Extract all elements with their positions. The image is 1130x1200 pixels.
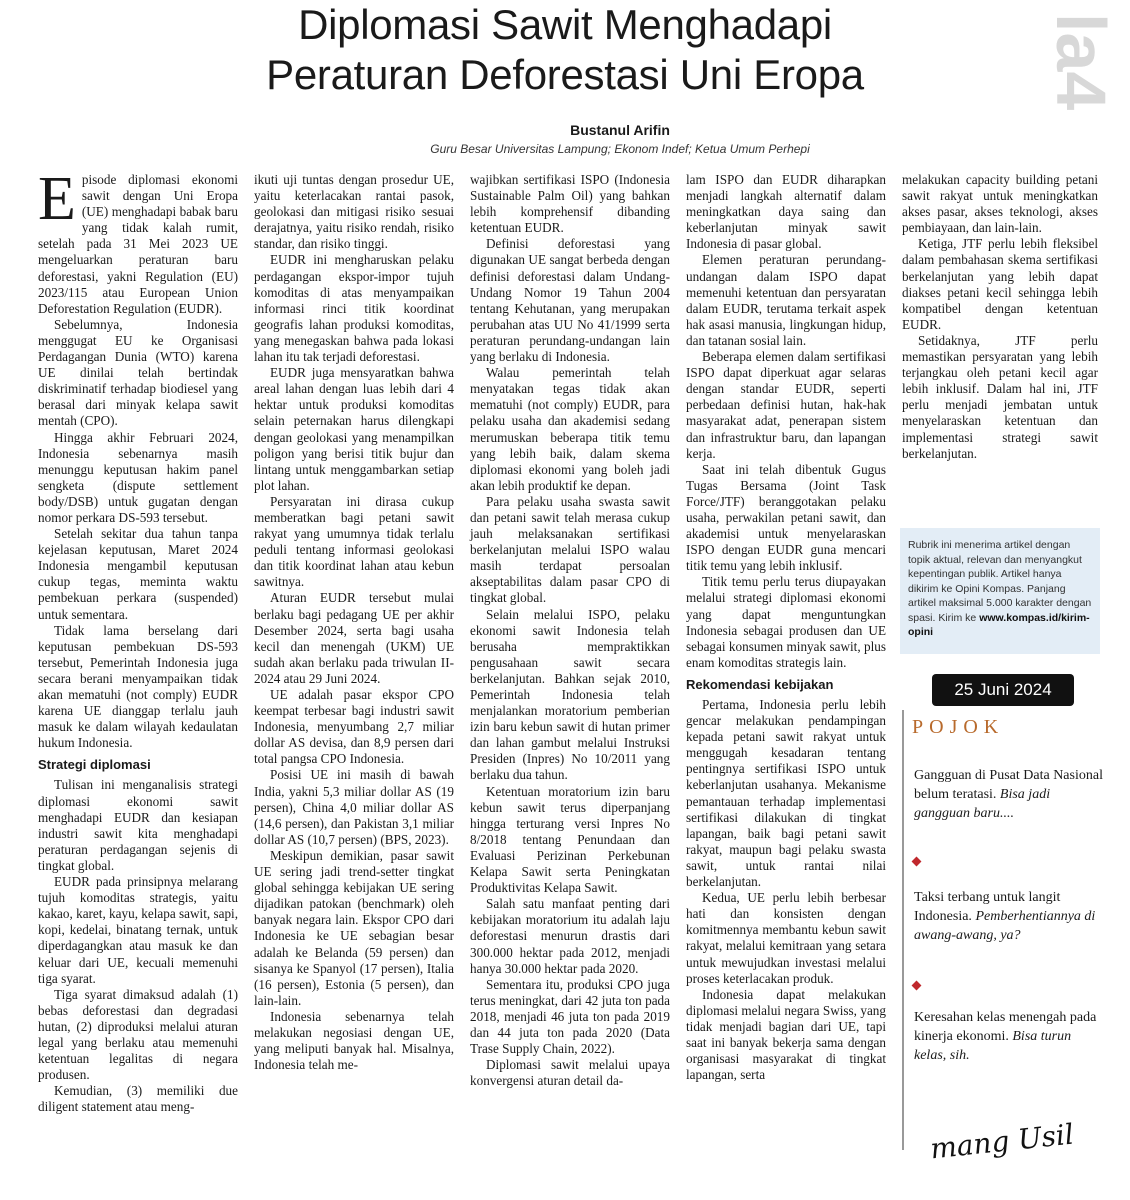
publication-date-badge: 25 Juni 2024 [932,674,1074,706]
paragraph: wajibkan sertifikasi ISPO (Indonesia Sustainable Palm Oil) yang bahkan lebih komprehensif dibanding ketentuan EUDR. [470,172,670,236]
pojok-item [914,1008,1104,1065]
headline-line-1: Diplomasi Sawit Menghadapi [298,1,832,48]
paragraph: Setelah sekitar dua tahun tanpa kejelasan keputusan, Maret 2024 Indonesia mengambil keputusan cukup tegas, meminta waktu pembekuan perkara (suspended) untuk sementara. [38,526,238,622]
paragraph: Salah satu manfaat penting dari kebijakan moratorium itu adalah laju deforestasi menurun drastis dari 300.000 hektar pada 2012, menjadi hanya 30.000 hektar pada 2020. [470,896,670,976]
article-column-2 [254,172,454,1073]
pojok-item-quip: Pemberhentiannya di awang-awang, ya? [914,909,1096,943]
paragraph: Saat ini telah dibentuk Gugus Tugas Bersama (Joint Task Force/JTF) beranggotakan pelaku usaha, perwakilan petani sawit, dan akademisi untuk menyelaraskan ISPO dengan EUDR guna mencari titik temu yang lebih inklusif. [686,461,886,574]
paragraph: Titik temu perlu terus diupayakan melalui strategi diplomasi ekonomi yang dapat menguntungkan Indonesia sebagai produsen dan UE sebagai konsumen minyak sawit, plus enam komoditas strategis lain. [686,574,886,670]
pojok-item [914,888,1104,945]
paragraph: Selain melalui ISPO, pelaku ekonomi sawit Indonesia telah berusaha mempraktikkan pengusahaan sawit secara berkelanjutan. Bahkan sejak 2010, Pemerintah Indonesia telah menjalankan moratorium pemberian izin baru kebun sawit di hutan primer dan lahan gambut melalui Instruksi Presiden (Inpres) No 10/2011 yang berlaku dua tahun. [470,606,670,783]
paragraph: Sementara itu, produksi CPO juga terus meningkat, dari 42 juta ton pada 2018, menjadi 46 juta ton pada 2019 dan 44 juta ton pada 2020 (Data Trase Supply Chain, 2022). [470,976,670,1057]
paragraph: Diplomasi sawit melalui upaya konvergensi aturan detail da- [470,1057,670,1089]
submission-info-box [900,528,1100,654]
section-heading: Strategi diplomasi [38,757,151,773]
paragraph: Indonesia sebenarnya telah melakukan negosiasi dengan UE, yang meliputi banyak hal. Misalnya, Indonesia telah me- [254,1008,454,1073]
pojok-item [914,766,1104,823]
paragraph: lam ISPO dan EUDR diharapkan menjadi langkah alternatif dalam meningkatkan daya saing dan keberlanjutan minyak sawit Indonesia di pasar global. [686,172,886,252]
paragraph: EUDR juga mensyaratkan bahwa areal lahan dengan luas lebih dari 4 hektar untuk produksi komoditas selain peternakan harus dilengkapi dengan geolokasi yang menampilkan poligon yang berisi titik bujur dan lintang untuk menggambarkan setiap plot lahan. [254,365,454,493]
pojok-title: POJOK [912,716,1005,738]
article-column-4 [686,172,886,1083]
pojok-item-text: Gangguan di Pusat Data Nasional belum teratasi. [914,768,1103,802]
paragraph: Tiga syarat dimaksud adalah (1) bebas deforestasi dan degradasi hutan, (2) diproduksi melalui aturan legal yang berlaku atau memenuhi ketentuan legalitas di negara produsen. [38,986,238,1083]
paragraph: Hingga akhir Februari 2024, Indonesia sebenarnya masih menunggu keputusan hakim panel sengketa (dispute settlement body/DSB) untuk gugatan dengan nomor perkara DS-593 tersebut. [38,429,238,525]
paragraph: Sebelumnya, Indonesia menggugat EU ke Organisasi Perdagangan Dunia (WTO) karena UE dinilai telah bertindak diskriminatif terhadap biodiesel yang berasal dari minyak kelapa sawit mentah (CPO). [38,316,238,429]
paragraph: Ketentuan moratorium izin baru kebun sawit terus diperpanjang hingga terturang versi Inpres No 8/2018 tentang Penundaan dan Evaluasi Perizinan Perkebunan Kelapa Sawit serta Peningkatan Produktivitas Kelapa Sawit. [470,783,670,896]
paragraph: Kedua, UE perlu lebih berbesar hati dan konsisten dengan komitmennya membantu kebun sawit rakyat, melalui kemitraan yang setara untuk mewujudkan investasi melalui proses keterlacakan produk. [686,890,886,986]
pojok-signature: mang Usil [928,1117,1076,1166]
paragraph: Ketiga, JTF perlu lebih fleksibel dalam pembahasan skema sertifikasi berkelanjutan yang lebih dapat diakses petani kecil sehingga lebih kompatibel dengan ketentuan EUDR. [902,236,1098,332]
pojok-item-quip: Bisa turun kelas, sih. [914,1029,1072,1063]
paragraph: Persyaratan ini dirasa cukup memberatkan bagi petani sawit rakyat yang umumnya tidak terlalu peduli tentang informasi geolokasi dan titik koordinat lahan atau kebun sawitnya. [254,493,454,590]
drop-cap: E [38,165,76,233]
headline-line-2: Peraturan Deforestasi Uni Eropa [266,51,864,98]
paragraph [38,165,238,317]
paragraph: Kemudian, (3) memiliki due diligent statement atau meng- [38,1083,238,1115]
paragraph: Posisi UE ini masih di bawah India, yakni 5,3 miliar dollar AS (19 persen), China 4,0 miliar dollar AS (14,6 persen), dan Pakistan 3,1 miliar dollar AS (10,7 persen) (BPS, 2023). [254,767,454,847]
article-column-1 [38,165,238,1115]
pojok-item-quip: Bisa jadi gangguan baru.... [914,787,1051,821]
article-column-5 [902,172,1098,462]
paragraph: Beberapa elemen dalam sertifikasi ISPO dapat diperkuat agar selaras dengan standar EUDR, seperti perbedaan definisi hutan, hak-hak masyarakat adat, penerapan sistem dan infrastruktur baru, dan lapangan kerja. [686,349,886,461]
submission-info-text: Rubrik ini menerima artikel dengan topik aktual, relevan dan menyangkut kepentingan publik. Artikel hanya dikirim ke Opini Kompas. Panjang artikel maksimal 5.000 karakter dengan spasi. Kirim ke [908,539,1092,624]
diamond-icon [912,981,922,991]
paragraph: Aturan EUDR tersebut mulai berlaku bagi pedagang UE per akhir Desember 2024, serta bagi usaha kecil dan menengah (UKM) UE sudah akan berlaku pada triwulan II-2024 atau 29 Juni 2024. [254,590,454,686]
paragraph: UE adalah pasar ekspor CPO keempat terbesar bagi industri sawit Indonesia, menyumbang 2,7 miliar dollar AS devisa, dan 8,9 persen dari total pangsa CPO Indonesia. [254,687,454,767]
pojok-divider [902,710,904,1150]
author-affiliation: Guru Besar Universitas Lampung; Ekonom Indef; Ketua Umum Perhepi [430,142,810,156]
paragraph: Para pelaku usaha swasta sawit dan petani sawit telah merasa cukup jauh melaksanakan sertifikasi berkelanjutan melalui ISPO walau masih terdapat persoalan akseptabilitas dalam pasar CPO di tingkat global. [470,493,670,606]
author-name: Bustanul Arifin [570,122,670,138]
paragraph: Indonesia dapat melakukan diplomasi melalui negara Swiss, yang tidak menjadi bagian dari UE, tapi saat ini banyak bekerja sama dengan organisasi masyarakat di tingkat lapangan, serta [686,986,886,1083]
paragraph: Elemen peraturan perundang-undangan dalam ISPO dapat memenuhi ketentuan dan persyaratan dalam EUDR, terutama terkait aspek hak asasi manusia, lingkungan hidup, dan tatanan sosial lain. [686,252,886,348]
paragraph: Meskipun demikian, pasar sawit UE sering jadi trend-setter tingkat global sehingga kebijakan UE sering dijadikan patokan (benchmark) oleh banyak negara lain. Ekspor CPO dari Indonesia ke UE sebagian besar adalah ke Belanda (59 persen) dan sisanya ke Spanyol (17 persen), Italia (16 persen), Estonia (5 persen), dan lain-lain. [254,847,454,1008]
paragraph: ikuti uji tuntas dengan prosedur UE, yaitu keterlacakan rantai pasok, geolokasi dan mitigasi risiko sesuai derajatnya, yaitu risiko rendah, risiko standar, dan risiko tinggi. [254,172,454,252]
article-headline [150,0,980,100]
section-heading: Rekomendasi kebijakan [686,676,834,692]
paragraph-text: pisode diplomasi ekonomi sawit dengan Uni Eropa (UE) menghadapi babak baru yang tidak kalah rumit, setelah pada 31 Mei 2023 UE mengeluarkan peraturan baru deforestasi, yakni Regulation (EU) 2023/115 atau European Union Deforestation Regulation (EUDR). [38,172,238,316]
submission-url-link[interactable]: www.kompas.id/kirim-opini [908,611,1090,638]
paragraph: EUDR ini mengharuskan pelaku perdagangan ekspor-impor tujuh komoditas di atas menyampaikan informasi rinci titik koordinat geografis lahan produksi komoditas, yang menegaskan bahwa pada lokasi lahan itu tak terjadi deforestasi. [254,252,454,365]
paragraph: Definisi deforestasi yang digunakan UE sangat berbeda dengan definisi deforestasi dalam Undang-Undang Nomor 19 Tahun 2004 tentang Kehutanan, yang merupakan perubahan atas UU No 41/1999 serta peraturan perundang-undangan lain yang berlaku di Indonesia. [470,236,670,365]
paragraph: Setidaknya, JTF perlu memastikan persyaratan yang lebih terjangkau oleh petani kecil agar lebih inklusif. Dalam hal ini, JTF perlu menjadi jembatan untuk menyelaraskan ketentuan dan implementasi strategi sawit berkelanjutan. [902,332,1098,461]
page-edge-mark: la4 [1042,13,1120,111]
paragraph: melakukan capacity building petani sawit rakyat untuk meningkatkan akses pasar, akses teknologi, akses pembiayaan, dan lain-lain. [902,172,1098,236]
article-column-3 [470,172,670,1089]
paragraph: Tulisan ini menganalisis strategi diplomasi ekonomi sawit menghadapi EUDR dan kesiapan industri sawit kita menghadapi peraturan perdagangan sejenis di tingkat global. [38,777,238,873]
pojok-item-text: Taksi terbang untuk langit Indonesia. [914,890,1061,924]
paragraph: Pertama, Indonesia perlu lebih gencar melakukan pendampingan kepada petani sawit rakyat untuk menggugah kesadaran tentang pentingnya sertifikasi ISPO untuk keberlanjutan usahanya. Mekanisme pemantauan terhadap implementasi sertifikasi dilakukan di tingkat lapangan, baik bagi petani sawit rakyat, maupun bagi pelaku swasta sawit, untuk rantai nilai berkelanjutan. [686,697,886,890]
pojok-item-text: Keresahan kelas menengah pada kinerja ekonomi. [914,1010,1097,1044]
diamond-icon [912,857,922,867]
paragraph: Tidak lama berselang dari keputusan pembekuan DS-593 tersebut, Pemerintah Indonesia juga secara berani menyampaikan tidak akan mematuhi (not comply) EUDR karena UE dianggap terlalu jauh masuk ke dalam wilayah kedaulatan hukum Indonesia. [38,622,238,751]
paragraph: EUDR pada prinsipnya melarang tujuh komoditas strategis, yaitu kakao, karet, kayu, kelapa sawit, sapi, kopi, kedelai, binatang ternak, untuk diperdagangkan atau masuk ke dan keluar dari UE, kecuali memenuhi tiga syarat. [38,874,238,986]
paragraph: Walau pemerintah telah menyatakan tegas tidak akan mematuhi (not comply) EUDR, para pelaku usaha dan akademisi sedang merumuskan beberapa titik temu yang lebih baik, dalam skema diplomasi ekonomi yang boleh jadi akan lebih produktif ke depan. [470,365,670,493]
